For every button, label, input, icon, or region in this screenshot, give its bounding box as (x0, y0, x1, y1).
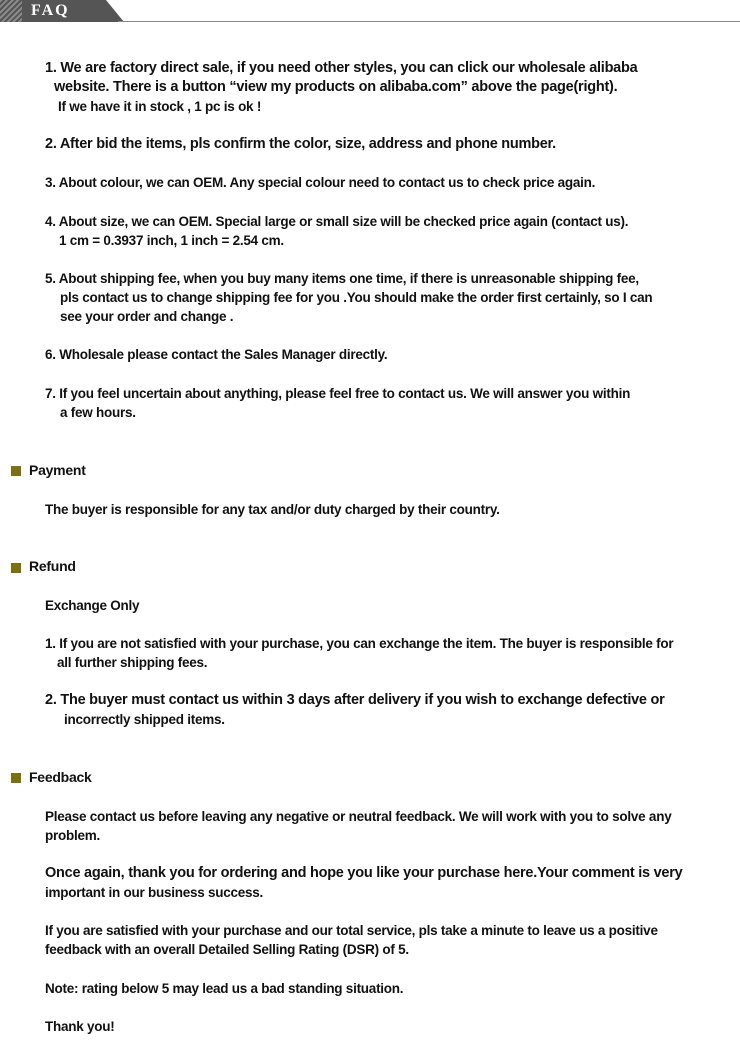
faq-item-7-line-1: 7. If you feel uncertain about anything, please feel free to contact us. We will answer you within (45, 386, 631, 401)
faq-item-1-line-3: If we have it in stock , 1 pc is ok ! (58, 99, 262, 114)
feedback-para-3-line-2: feedback with an overall Detailed Selling Rating (DSR) of 5. (45, 942, 409, 957)
faq-item-4-line-1: 4. About size, we can OEM. Special large or small size will be checked price again (contact us). (45, 214, 629, 229)
feedback-para-1-line-2: problem. (45, 828, 101, 843)
faq-title: FAQ (31, 2, 70, 19)
faq-item-4-line-2: 1 cm = 0.3937 inch, 1 inch = 2.54 cm. (59, 233, 284, 248)
refund-item-1-line-1: 1. If you are not satisfied with your purchase, you can exchange the item. The buyer is responsible for (45, 636, 674, 651)
header-divider (118, 21, 740, 22)
refund-item-2-line-2: incorrectly shipped items. (64, 712, 225, 727)
refund-section-marker (11, 563, 21, 573)
payment-text: The buyer is responsible for any tax and/or duty charged by their country. (45, 502, 500, 517)
payment-section-marker (11, 466, 21, 476)
feedback-para-1-line-1: Please contact us before leaving any negative or neutral feedback. We will work with you to solve any (45, 809, 672, 824)
feedback-para-3-line-1: If you are satisfied with your purchase and our total service, pls take a minute to leave us a positive (45, 923, 658, 938)
faq-item-3: 3. About colour, we can OEM. Any special colour need to contact us to check price again. (45, 175, 596, 190)
refund-heading: Refund (29, 558, 76, 574)
faq-item-2: 2. After bid the items, pls confirm the color, size, address and phone number. (45, 136, 556, 152)
payment-heading: Payment (29, 462, 86, 478)
feedback-heading: Feedback (29, 769, 92, 785)
refund-subheading: Exchange Only (45, 598, 140, 613)
header-stripes (0, 0, 22, 22)
faq-item-1-line-2: website. There is a button “view my products on alibaba.com” above the page(right). (54, 79, 618, 95)
feedback-thanks: Thank you! (45, 1019, 115, 1034)
refund-item-2-line-1: 2. The buyer must contact us within 3 days after delivery if you wish to exchange defective or (45, 692, 665, 708)
faq-item-5-line-3: see your order and change . (60, 309, 234, 324)
feedback-note: Note: rating below 5 may lead us a bad standing situation. (45, 981, 404, 996)
refund-item-1-line-2: all further shipping fees. (57, 655, 208, 670)
feedback-para-2-line-2: important in our business success. (45, 885, 264, 900)
faq-item-6: 6. Wholesale please contact the Sales Manager directly. (45, 347, 388, 362)
feedback-section-marker (11, 773, 21, 783)
faq-item-5-line-1: 5. About shipping fee, when you buy many items one time, if there is unreasonable shipping fee, (45, 271, 639, 286)
faq-item-7-line-2: a few hours. (60, 405, 136, 420)
faq-item-5-line-2: pls contact us to change shipping fee for you .You should make the order first certainly, so I can (60, 290, 653, 305)
feedback-para-2-line-1: Once again, thank you for ordering and hope you like your purchase here.Your comment is very (45, 865, 683, 881)
faq-item-1-line-1: 1. We are factory direct sale, if you need other styles, you can click our wholesale alibaba (45, 60, 638, 76)
